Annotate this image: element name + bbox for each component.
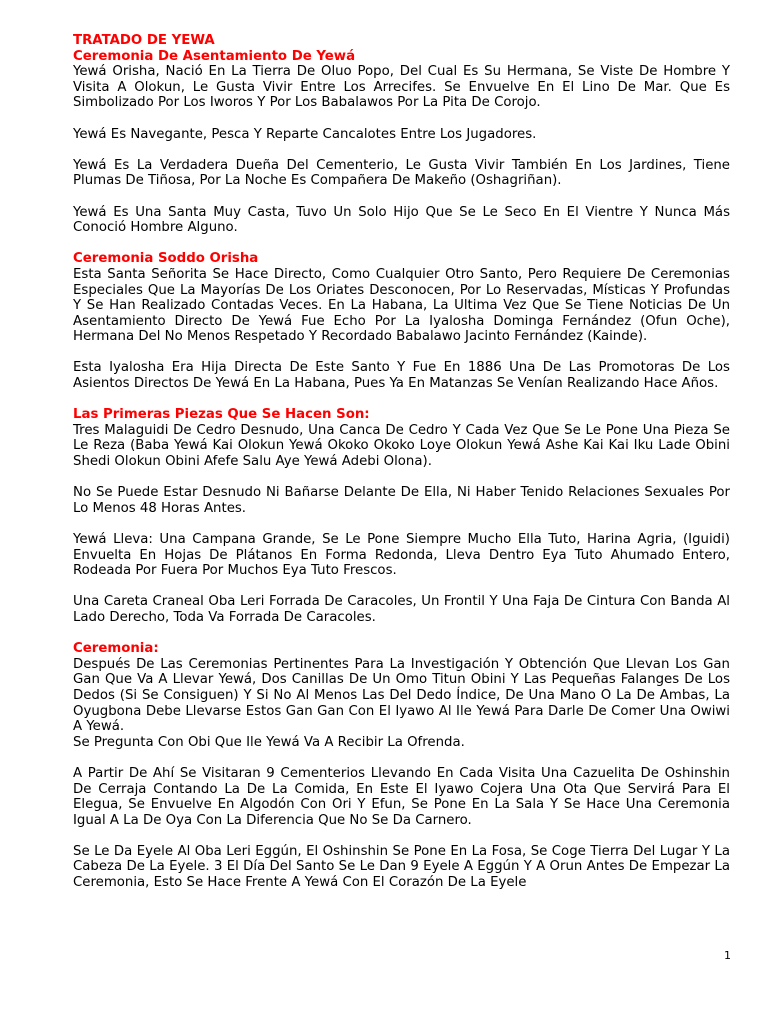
paragraph-gap: [73, 189, 730, 205]
paragraph: Yewá Es Navegante, Pesca Y Reparte Cancalotes Entre Los Jugadores.: [73, 126, 537, 142]
paragraph: Después De Las Ceremonias Pertinentes Para La Investigación Y Obtención Que Llevan Los Gan Gan Que Va A Llevar Yewá, Dos Canillas De Un Omo Titun Obini Y Las Pequeñas Falanges De Los Dedos (Si Se Consiguen) Y Si No Al Menos Las Del Dedo Índice, De Una Mano O La De Ambas, La Oyugbona Debe Llevarse Estos Gan Gan Con El Iyawo Al Ile Yewá Para Darle De Comer Una Owiwi A Yewá.: [73, 656, 730, 735]
section-heading-soddo-orisha: Ceremonia Soddo Orisha: [73, 251, 259, 267]
section-heading-primeras-piezas: Las Primeras Piezas Que Se Hacen Son:: [73, 407, 370, 423]
paragraph: Yewá Es La Verdadera Dueña Del Cementerio, Le Gusta Vivir También En Los Jardines, Tiene Plumas De Tiñosa, Por La Noche Es Compañera De Makeño (Oshagriñan).: [73, 157, 730, 189]
paragraph: Tres Malaguidi De Cedro Desnudo, Una Canca De Cedro Y Cada Vez Que Se Le Pone Una Pieza Se Le Reza (Baba Yewá Kai Olokun Yewá Okoko Okoko Loye Olokun Yewá Ashe Kai Kai Iku Lade Obini Shedi Olokun Obini Afefe Salu Aye Yewá Adebi Olona).: [73, 422, 730, 470]
paragraph: Se Le Da Eyele Al Oba Leri Eggún, El Oshinshin Se Pone En La Fosa, Se Coge Tierra Del Lugar Y La Cabeza De La Eyele. 3 El Día Del Santo Se Le Dan 9 Eyele A Eggún Y A Orun Antes De Empezar La Ceremonia, Esto Se Hace Frente A Yewá Con El Corazón De La Eyele: [73, 843, 730, 891]
paragraph-gap: [73, 579, 730, 595]
paragraph: A Partir De Ahí Se Visitaran 9 Cementerios Llevando En Cada Visita Una Cazuelita De Oshinshin De Cerraja Contando La De La Comida, En Este El Iyawo Cojera Una Ota Que Servirá Para El Elegua, Se Envuelve En Algodón Con Ori Y Efun, Se Pone En La Sala Y Se Hace Una Ceremonia Igual A La De Oya Con La Diferencia Que No Se Da Carnero.: [73, 765, 730, 828]
paragraph-gap: [73, 236, 730, 252]
paragraph: Yewá Orisha, Nació En La Tierra De Oluo Popo, Del Cual Es Su Hermana, Se Viste De Hombre Y Visita A Olokun, Le Gusta Vivir Entre Los Arrecifes. Se Envuelve En El Lino De Mar. Que Es Simbolizado Por Los Iworos Y Por Los Babalawos Por La Pita De Corojo.: [73, 64, 730, 111]
paragraph: Se Pregunta Con Obi Que Ile Yewá Va A Recibir La Ofrenda.: [73, 734, 465, 750]
document-title: TRATADO DE YEWA: [73, 33, 215, 48]
paragraph: Esta Iyalosha Era Hija Directa De Este Santo Y Fue En 1886 Una De Las Promotoras De Los Asientos Directos De Yewá En La Habana, Pues Ya En Matanzas Se Venían Realizando Hace Años.: [73, 360, 730, 392]
paragraph-gap: [73, 392, 730, 408]
section-heading-ceremonia: Ceremonia:: [73, 641, 159, 657]
paragraph: Esta Santa Señorita Se Hace Directo, Como Cualquier Otro Santo, Pero Requiere De Ceremonias Especiales Que La Mayorías De Los Oriates Desconocen, Por Lo Reservadas, Místicas Y Profundas Y Se Han Realizado Contadas Veces. En La Habana, La Ultima Vez Que Se Tiene Noticias De Un Asentamiento Directo De Yewá Fue Echo Por La Iyalosha Dominga Fernández (Ofun Oche), Hermana Del No Menos Respetado Y Recordado Babalawo Jacinto Fernández (Kainde).: [73, 266, 730, 345]
paragraph: Una Careta Craneal Oba Leri Forrada De Caracoles, Un Frontil Y Una Faja De Cintura Con Banda Al Lado Derecho, Toda Va Forrada De Caracoles.: [73, 594, 730, 625]
paragraph-gap: [73, 828, 730, 844]
paragraph-gap: [73, 142, 730, 158]
paragraph-gap: [73, 345, 730, 361]
paragraph: Yewá Lleva: Una Campana Grande, Se Le Pone Siempre Mucho Ella Tuto, Harina Agria, (Iguidi) Envuelta En Hojas De Plátanos En Forma Redonda, Lleva Dentro Eya Tuto Ahumado Entero, Rodeada Por Fuera Por Muchos Eya Tuto Frescos.: [73, 532, 730, 579]
section-heading-asentamiento: Ceremonia De Asentamiento De Yewá: [73, 48, 356, 64]
paragraph-gap: [73, 470, 730, 486]
paragraph: Yewá Es Una Santa Muy Casta, Tuvo Un Solo Hijo Que Se Le Seco En El Vientre Y Nunca Más Conoció Hombre Alguno.: [73, 204, 730, 236]
document-page: [73, 33, 730, 891]
paragraph-gap: [73, 516, 730, 532]
page-number: 1: [724, 949, 731, 962]
paragraph-gap: [73, 111, 730, 127]
paragraph-gap: [73, 626, 730, 642]
paragraph: No Se Puede Estar Desnudo Ni Bañarse Delante De Ella, Ni Haber Tenido Relaciones Sexuales Por Lo Menos 48 Horas Antes.: [73, 485, 730, 516]
paragraph-gap: [73, 750, 730, 766]
